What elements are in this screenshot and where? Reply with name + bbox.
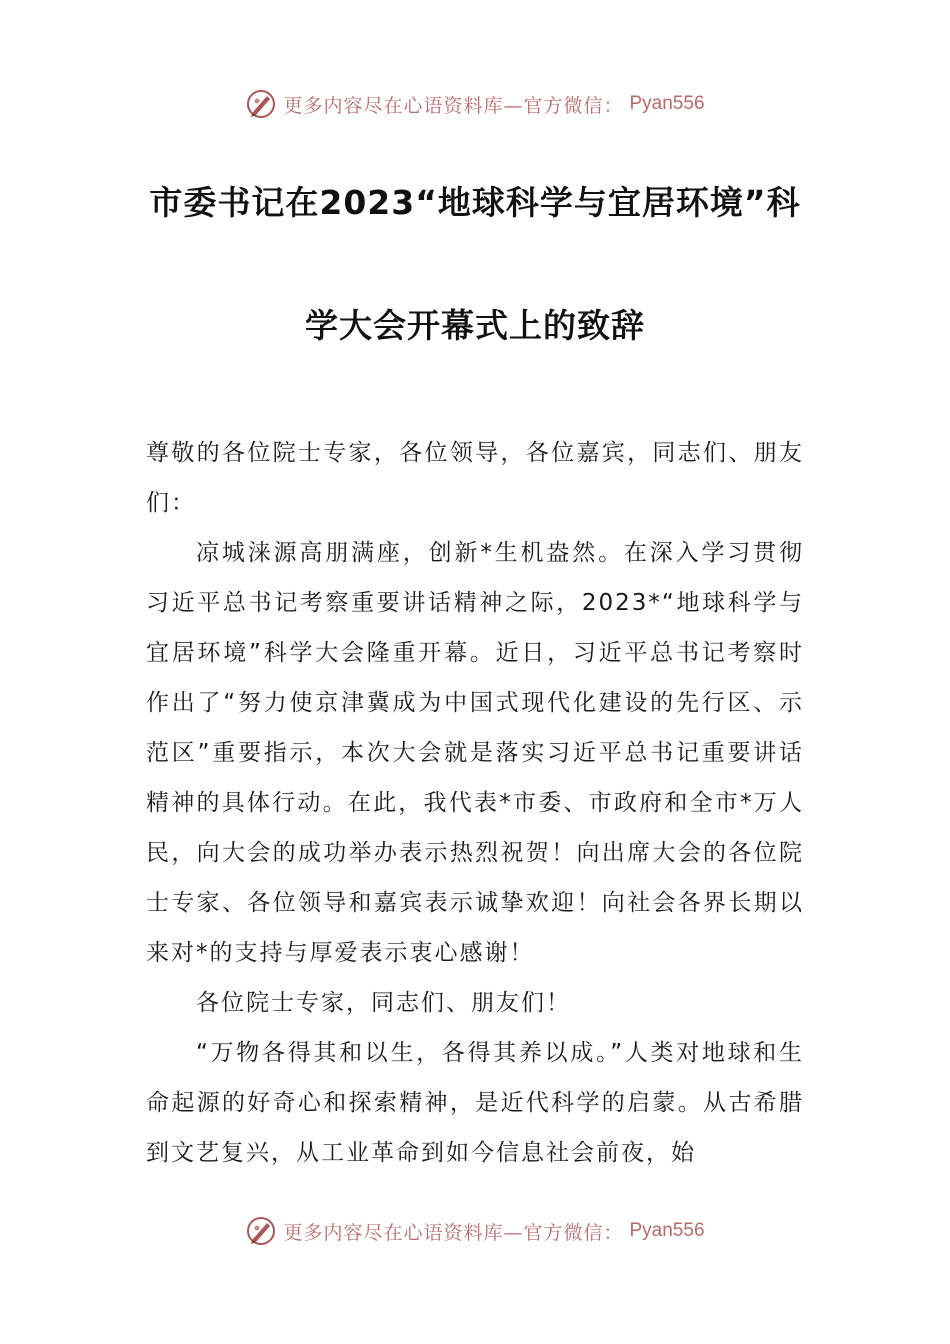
header-watermark [0, 84, 950, 124]
watermark-wechat-id: Pyan556 [629, 1220, 705, 1241]
pen-circle-logo [245, 88, 277, 120]
watermark-text: 更多内容尽在心语资料库—官方微信： [283, 94, 624, 117]
footer-watermark [0, 1211, 950, 1251]
document-title-line-1: 市委书记在2023“地球科学与宜居环境”科 [149, 183, 801, 222]
salutation-paragraph: 尊敬的各位院士专家，各位领导，各位嘉宾，同志们、朋友们： [146, 440, 804, 516]
body-paragraph: 各位院士专家，同志们、朋友们！ [196, 990, 571, 1016]
watermark-wechat-id: Pyan556 [629, 93, 705, 114]
document-title-line-2: 学大会开幕式上的致辞 [305, 306, 645, 345]
body-paragraph: 凉城涞源高朋满座，创新*生机盎然。在深入学习贯彻习近平总书记考察重要讲话精神之际，2023*“地球科学与宜居环境”科学大会隆重开幕。近日，习近平总书记考察时作出了“努力使京津冀成为中国式现代化建设的先行区、示范区”重要指示，本次大会就是落实习近平总书记重要讲话精神的具体行动。在此，我代表*市委、市政府和全市*万人民，向大会的成功举办表示热烈祝贺！向出席大会的各位院士专家、各位领导和嘉宾表示诚挚欢迎！向社会各界长期以来对*的支持与厚爱表示衷心感谢！ [146, 540, 804, 966]
body-paragraph: “万物各得其和以生，各得其养以成。”人类对地球和生命起源的好奇心和探索精神，是近代科学的启蒙。从古希腊到文艺复兴，从工业革命到如今信息社会前夜，始 [146, 1040, 804, 1166]
watermark-text: 更多内容尽在心语资料库—官方微信： [283, 1221, 624, 1244]
document-body [146, 428, 804, 1178]
pen-circle-logo [245, 1215, 277, 1247]
